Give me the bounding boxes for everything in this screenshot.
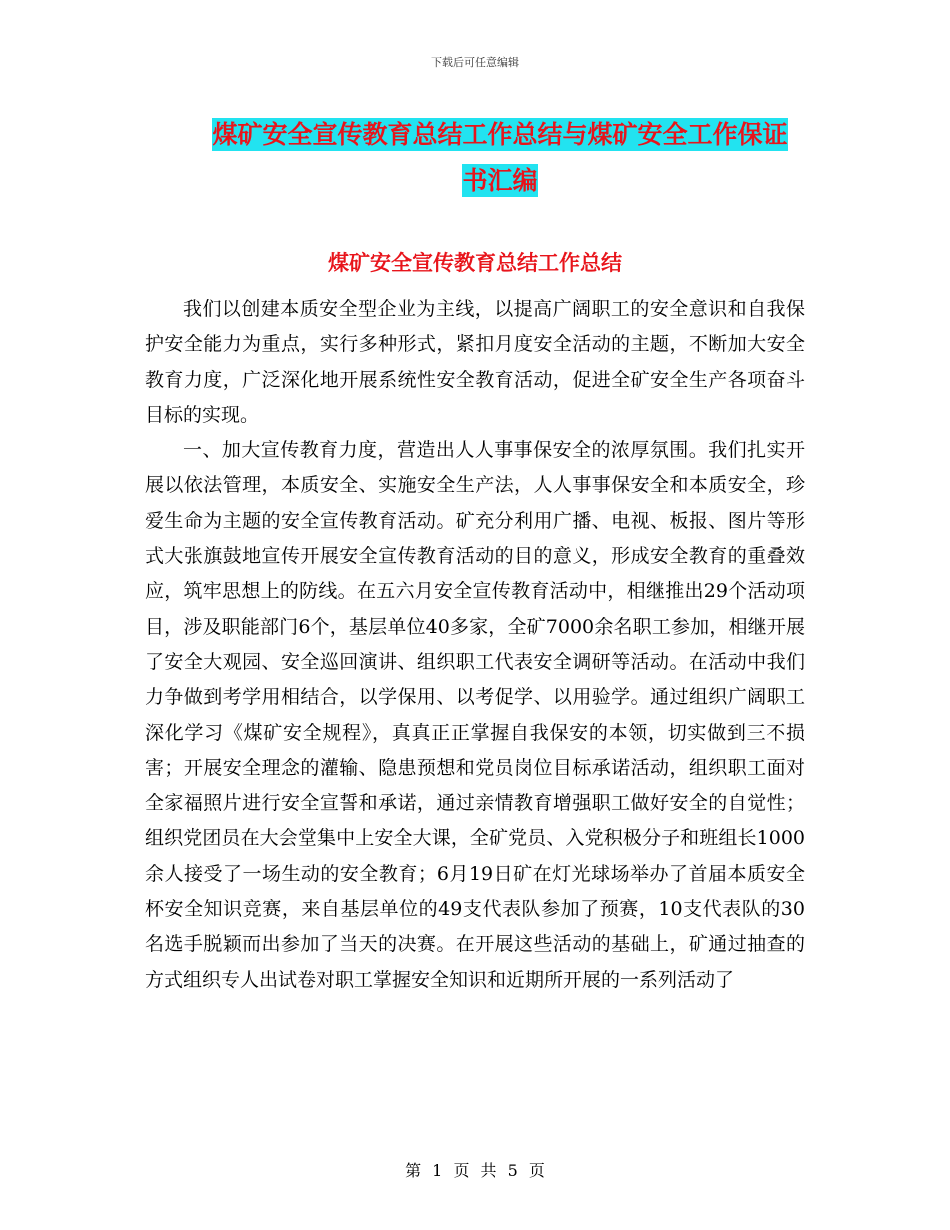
body-text <box>145 292 805 998</box>
header-note: 下载后可任意编辑 <box>431 56 519 69</box>
paragraph: 我们以创建本质安全型企业为主线，以提高广阔职工的安全意识和自我保护安全能力为重点，实行多种形式，紧扣月度安全活动的主题，不断加大安全教育力度，广泛深化地开展系统性安全教育活动，促进全矿安全生产各项奋斗目标的实现。 <box>145 298 805 426</box>
section-title: 煤矿安全宣传教育总结工作总结 <box>328 250 622 275</box>
title-line-1: 煤矿安全宣传教育总结工作总结与煤矿安全工作保证 <box>212 120 788 149</box>
paragraph: 一、加大宣传教育力度，营造出人人事事保安全的浓厚氛围。我们扎实开展以依法管理，本质安全、实施安全生产法，人人事事保安全和本质安全，珍爱生命为主题的安全宣传教育活动。矿充分利用广播、电视、板报、图片等形式大张旗鼓地宣传开展安全宣传教育活动的目的意义，形成安全教育的重叠效应，筑牢思想上的防线。在五六月安全宣传教育活动中，相继推出29个活动项目，涉及职能部门6个，基层单位40多家，全矿7000余名职工参加，相继开展了安全大观园、安全巡回演讲、组织职工代表安全调研等活动。在活动中我们力争做到考学用相结合，以学保用、以考促学、以用验学。通过组织广阔职工深化学习《煤矿安全规程》，真真正正掌握自我保安的本领，切实做到三不损害；开展安全理念的灌输、隐患预想和党员岗位目标承诺活动，组织职工面对全家福照片进行安全宣誓和承诺，通过亲情教育增强职工做好安全的自觉性；组织党团员在大会堂集中上安全大课，全矿党员、入党积极分子和班组长1000余人接受了一场生动的安全教育；6月19日矿在灯光球场举办了首届本质安全杯安全知识竞赛，来自基层单位的49支代表队参加了预赛，10支代表队的30名选手脱颖而出参加了当天的决赛。在开展这些活动的基础上，矿通过抽查的方式组织专人出试卷对职工掌握安全知识和近期所开展的一系列活动了 <box>145 439 805 991</box>
document-title <box>150 112 850 204</box>
page-footer: 第 1 页 共 5 页 <box>405 1161 545 1180</box>
title-line-2: 书汇编 <box>462 166 538 195</box>
